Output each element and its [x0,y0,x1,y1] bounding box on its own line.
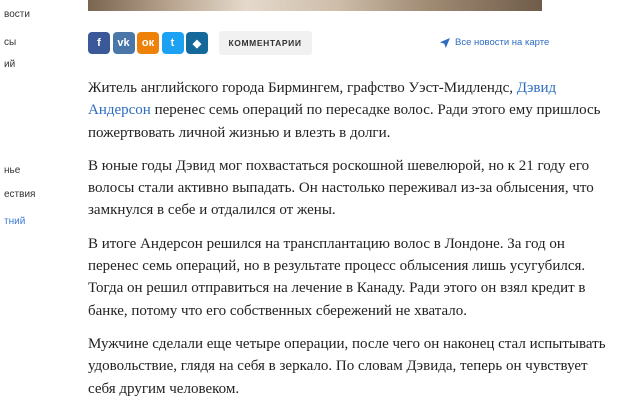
share-bar [88,31,312,55]
twitter-icon: t [170,37,175,49]
left-nav-item[interactable]: ествия [4,189,36,200]
left-nav-item[interactable]: нье [4,165,21,176]
article-paragraph: Мужчине сделали еще четыре операции, после чего он наконец стал испытывать удовольствие, глядя на себя в зеркало. По словам Дэвида, теперь он чувствует себя другим человеком. [88,335,606,397]
vk-share-button[interactable] [113,32,135,54]
paragraph-text: перенес семь операций по пересадке волос. Ради этого ему пришлось пожертвовать личной жизнью и влезть в долги. [88,102,601,141]
facebook-share-button[interactable] [88,32,110,54]
article-paragraph: В юные годы Дэвид мог похвастаться роскошной шевелюрой, но к 21 году его волосы стали активно выпадать. Он настолько переживал из-за облысения, что замкнулся в себе и отдалился от жены. [88,157,594,219]
news-map-link[interactable] [440,37,549,48]
odnoklassniki-icon: ок [141,37,155,49]
left-nav-menu [0,0,40,400]
livejournal-share-button[interactable] [186,32,208,54]
person-link[interactable]: Дэвид Андерсон [88,80,557,119]
twitter-share-button[interactable] [162,32,184,54]
hero-image [88,0,542,11]
vk-icon: vk [117,37,130,49]
paragraph-text: Житель английского города Бирмингем, графство Уэст-Мидлендс, [88,80,517,96]
left-nav-item[interactable]: вости [4,9,30,20]
odnoklassniki-share-button[interactable] [137,32,159,54]
article-body [88,77,618,411]
left-nav-item[interactable]: сы [4,37,17,48]
article-paragraph: В итоге Андерсон решился на трансплантацию волос в Лондоне. За год он перенес семь операций, но в результате процесс облысения лишь усугубился. Тогда он решил отправиться на лечение в Канаду. Ради этого он взял кредит в банке, потому что его собственных сбережений не хватало. [88,235,586,319]
left-nav-item[interactable]: ий [4,59,16,70]
location-arrow-icon [440,38,450,48]
left-nav-item-active[interactable]: тний [4,216,26,227]
facebook-icon: f [97,37,101,49]
comments-button[interactable]: КОММЕНТАРИИ [219,31,312,55]
livejournal-icon: ◆ [192,37,202,50]
news-map-link-label: Все новости на карте [455,37,550,48]
article-paragraph [88,77,618,144]
